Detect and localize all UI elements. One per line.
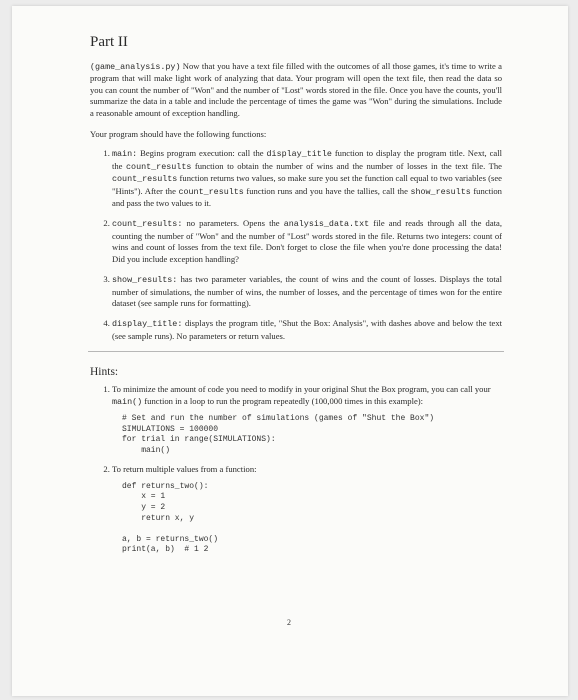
- item-text: displays the program title, "Shut the Box: Analysis", with dashes above and below the text (see sample runs). No parameters or return values.: [112, 318, 502, 341]
- intro-paragraph: [90, 61, 502, 119]
- functions-lead: Your program should have the following functions:: [90, 129, 267, 140]
- code-term: main:: [112, 149, 138, 160]
- code-term: show_results: [410, 186, 471, 197]
- code-term: main(): [112, 396, 143, 407]
- intro-text: Now that you have a text file filled with the outcomes of all those games, it's time to write a program that will make light work of analyzing that data. Your program will open the text file, then read the data so you can count the number of "Won" and the number of "Lost" words stored in the file. Once you have the counts, you'll summarize the data in a table and include the percentage of times the game was "Won" during the simulations. Include a reasonable amount of exception handling.: [90, 61, 502, 118]
- section-divider: [88, 351, 504, 352]
- hint-item: [112, 464, 502, 556]
- function-item: [112, 148, 502, 209]
- intro-filename: (game_analysis.py): [90, 62, 181, 72]
- part-title: Part II: [90, 34, 128, 50]
- functions-list: [90, 148, 502, 342]
- document-page: [12, 6, 568, 696]
- code-term: count_results: [126, 161, 192, 172]
- code-term: count_results:: [112, 219, 183, 230]
- code-block: # Set and run the number of simulations (games of "Shut the Box") SIMULATIONS = 100000 for trial in range(SIMULATIONS): main(): [122, 413, 435, 455]
- page-content: [90, 34, 502, 564]
- code-term: show_results:: [112, 275, 178, 286]
- code-term: count_results: [178, 186, 244, 197]
- item-text: no parameters. Opens the: [182, 218, 284, 229]
- hints-list: [90, 384, 502, 556]
- item-text: function runs and you have the tallies, call the: [243, 185, 411, 196]
- item-text: function in a loop to run the program repeatedly (100,000 times in this example):: [142, 395, 424, 406]
- function-item: [112, 218, 502, 265]
- item-text: function and pass the two values to it.: [112, 185, 502, 209]
- code-term: display_title: [266, 149, 332, 160]
- function-item: [112, 274, 502, 309]
- item-text: function returns two values, so make sure you set the function call equal to two variables (see "Hints"). After the: [112, 173, 502, 196]
- code-term: count_results: [112, 174, 178, 185]
- code-block: def returns_two(): x = 1 y = 2 return x, y a, b = returns_two() print(a, b) # 1 2: [122, 481, 219, 555]
- item-text: Begins program execution: call the: [137, 148, 267, 159]
- item-text: function to display the program title. Next, call the: [112, 148, 503, 171]
- item-text: function to obtain the number of wins and the number of losses in the text file. The: [191, 160, 502, 171]
- item-text: has two parameter variables, the count of wins and the count of losses. Displays the total number of simulations, the number of wins, the number of losses, and the percentage of times won for the entire dataset (see sample runs for formatting).: [112, 274, 502, 308]
- item-text: To return multiple values from a function:: [112, 464, 257, 475]
- code-term: display_title:: [112, 319, 183, 330]
- function-item: [112, 318, 502, 342]
- hints-title: Hints:: [90, 366, 119, 379]
- item-text: file and reads through all the data, counting the number of "Won" and the number of "Lost" words stored in the file. Returns two integers: count of wins and count of losses from the text file. Don't forget to close the file when you're done processing the data! Did you include exception handling?: [112, 218, 502, 264]
- page-number: 2: [287, 618, 291, 627]
- hint-item: [112, 384, 502, 456]
- code-term: analysis_data.txt: [283, 219, 370, 230]
- item-text: To minimize the amount of code you need to modify in your original Shut the Box program, you can call your: [112, 384, 491, 395]
